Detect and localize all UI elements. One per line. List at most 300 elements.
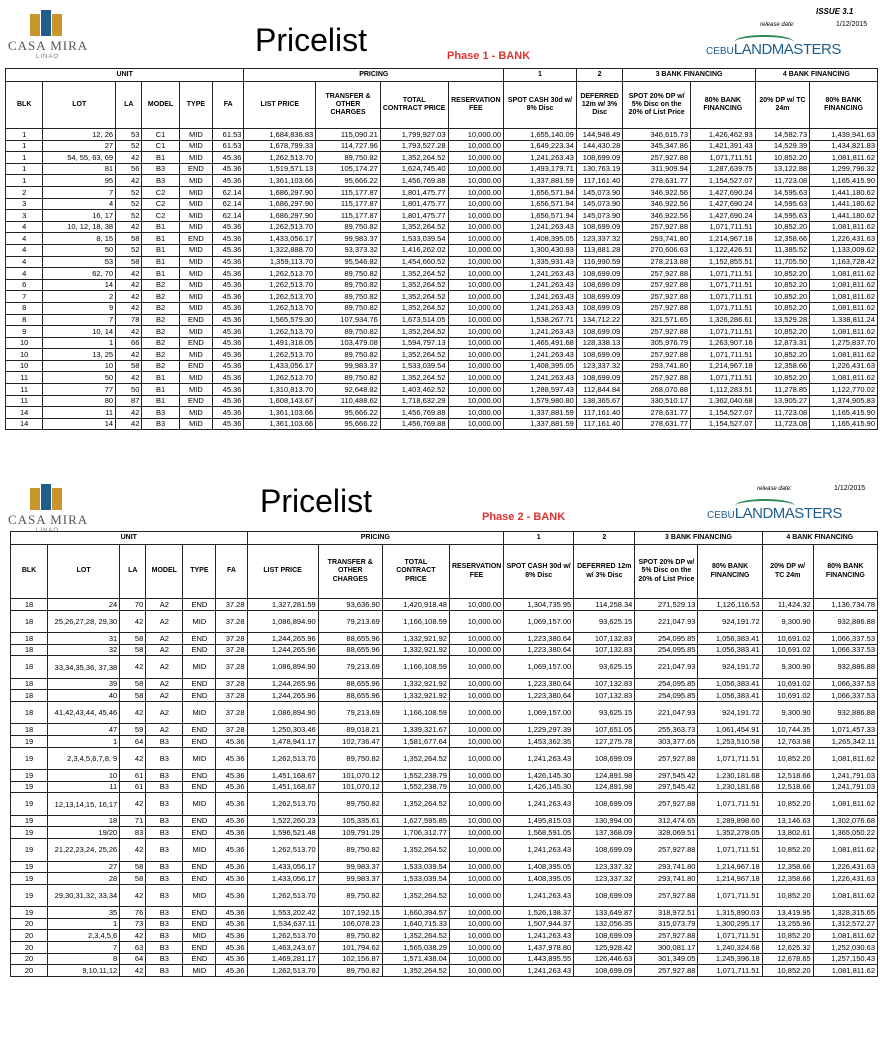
table-cell: 61 xyxy=(120,781,146,793)
group-header: 1 xyxy=(504,69,577,82)
table-cell: MID xyxy=(183,610,216,633)
table-cell: 1,262,513.70 xyxy=(244,372,316,384)
table-cell: 107,132.83 xyxy=(574,690,635,702)
table-cell: 1,071,711.51 xyxy=(698,839,762,862)
table-cell: 45.36 xyxy=(213,302,244,314)
table-cell: 1,241,263.43 xyxy=(504,268,577,280)
table-cell: 11,385.52 xyxy=(755,244,810,256)
group-header: 3 BANK FINANCING xyxy=(635,532,762,545)
table-cell: 311,909.94 xyxy=(623,163,691,175)
table-cell: 45.36 xyxy=(216,930,247,942)
table-row xyxy=(11,793,878,816)
table-cell: 1,463,243.67 xyxy=(247,942,318,954)
table-cell: 1,519,571.13 xyxy=(244,163,316,175)
table-cell: 10,000.00 xyxy=(449,965,503,977)
table-cell: 81 xyxy=(43,163,116,175)
table-cell: 1,426,462.93 xyxy=(691,129,756,141)
table-cell: 1,071,711.51 xyxy=(698,930,762,942)
table-cell: 1,352,264.52 xyxy=(382,839,449,862)
group-header: 4 BANK FINANCING xyxy=(755,69,877,82)
table-cell: 42 xyxy=(116,291,142,303)
table-cell: 1,262,513.70 xyxy=(247,747,318,770)
table-cell: 123,337.32 xyxy=(576,360,622,372)
table-cell: 1,071,711.51 xyxy=(691,349,756,361)
table-cell: 108,699.09 xyxy=(576,349,622,361)
table-cell: 19 xyxy=(11,770,48,782)
table-cell: 1,071,711.51 xyxy=(698,747,762,770)
table-cell: 1,289,898.60 xyxy=(698,815,762,827)
table-cell: 145,073.90 xyxy=(576,186,622,198)
table-cell: 101,070.12 xyxy=(318,781,382,793)
table-cell: 11,705.50 xyxy=(755,256,810,268)
table-cell: 1 xyxy=(6,129,43,141)
table-cell: 1,262,513.70 xyxy=(247,884,318,907)
table-cell: 1,081,811.62 xyxy=(810,372,878,384)
pricelist-table xyxy=(5,68,878,430)
table-cell: 330,510.17 xyxy=(623,395,691,407)
column-header: TRANSFER & OTHER CHARGES xyxy=(318,545,382,599)
table-cell: 257,927.88 xyxy=(623,152,691,164)
table-cell: 14,595.63 xyxy=(755,198,810,210)
table-cell: 257,927.88 xyxy=(623,268,691,280)
table-cell: END xyxy=(183,781,216,793)
table-cell: 73 xyxy=(120,918,146,930)
table-cell: 1,416,262.02 xyxy=(380,244,448,256)
table-cell: 32 xyxy=(48,644,120,656)
casa-mira-logo-icon xyxy=(26,8,62,36)
table-cell: 37.28 xyxy=(216,701,247,724)
column-header: 80% BANK FINANCING xyxy=(698,545,762,599)
table-cell: 108,699.09 xyxy=(574,965,635,977)
table-cell: B3 xyxy=(142,418,179,430)
table-cell: 9,10,11,12 xyxy=(48,965,120,977)
table-cell: 254,095.85 xyxy=(635,690,698,702)
table-row xyxy=(11,839,878,862)
table-cell: 12, 26 xyxy=(43,129,116,141)
table-cell: 257,927.88 xyxy=(635,747,698,770)
table-cell: 42 xyxy=(120,965,146,977)
table-cell: 1,287,639.75 xyxy=(691,163,756,175)
table-cell: 114,258.34 xyxy=(574,599,635,611)
pricelist-phase-2 xyxy=(0,478,883,1049)
table-cell: 52 xyxy=(116,198,142,210)
table-cell: 58 xyxy=(116,233,142,245)
table-cell: 89,750.82 xyxy=(316,268,381,280)
table-cell: 1,310,813.70 xyxy=(244,384,316,396)
table-cell: 37.28 xyxy=(216,599,247,611)
table-cell: 10,000.00 xyxy=(448,360,504,372)
table-cell: 58 xyxy=(120,690,146,702)
table-cell: 1,112,283.51 xyxy=(691,384,756,396)
table-cell: 45.36 xyxy=(213,291,244,303)
table-cell: 1,581,677.64 xyxy=(382,736,449,748)
table-cell: 257,927.88 xyxy=(623,291,691,303)
table-cell: B3 xyxy=(146,918,183,930)
table-cell: 1,265,342.11 xyxy=(813,736,877,748)
table-cell: 1,571,438.04 xyxy=(382,953,449,965)
table-cell: 1,262,513.70 xyxy=(247,965,318,977)
table-cell: 297,545.42 xyxy=(635,770,698,782)
table-cell: 1,579,980.80 xyxy=(504,395,577,407)
table-cell: 1,533,039.54 xyxy=(380,233,448,245)
table-cell: B3 xyxy=(146,839,183,862)
table-cell: 1,086,894.90 xyxy=(247,701,318,724)
table-cell: 89,750.82 xyxy=(318,884,382,907)
table-cell: 11 xyxy=(6,372,43,384)
table-cell: 7 xyxy=(6,291,43,303)
table-cell: B3 xyxy=(146,770,183,782)
column-header: TYPE xyxy=(183,545,216,599)
table-row xyxy=(6,418,878,430)
table-cell: 1,136,734.78 xyxy=(813,599,877,611)
table-cell: 1,332,921.92 xyxy=(382,690,449,702)
logo-subtext: LINAO xyxy=(36,54,60,60)
table-row xyxy=(6,186,878,198)
table-cell: 10 xyxy=(6,337,43,349)
table-cell: 10,000.00 xyxy=(448,337,504,349)
table-cell: 12,358.66 xyxy=(755,233,810,245)
table-row xyxy=(6,372,878,384)
table-cell: 1,226,431.63 xyxy=(810,233,878,245)
column-header: 80% BANK FINANCING xyxy=(810,82,878,129)
table-cell: 130,994.00 xyxy=(574,815,635,827)
table-cell: 10,852.20 xyxy=(762,884,813,907)
column-header: LIST PRICE xyxy=(247,545,318,599)
table-cell: 45.36 xyxy=(213,395,244,407)
table-cell: 3 xyxy=(6,210,43,222)
table-cell: 1,241,791.03 xyxy=(813,781,877,793)
table-cell: 1,441,180.62 xyxy=(810,198,878,210)
table-cell: C2 xyxy=(142,198,179,210)
table-cell: 108,699.09 xyxy=(574,930,635,942)
table-cell: 10,000.00 xyxy=(448,140,504,152)
table-cell: 45.36 xyxy=(213,163,244,175)
table-cell: MID xyxy=(183,656,216,679)
table-cell: 79,213.69 xyxy=(318,701,382,724)
column-header: RESERVATION FEE xyxy=(448,82,504,129)
table-cell: 88,655.96 xyxy=(318,633,382,645)
table-cell: 10,000.00 xyxy=(449,736,503,748)
table-cell: 1,081,811.62 xyxy=(813,884,877,907)
table-cell: 45.36 xyxy=(216,770,247,782)
table-cell: 10,691.02 xyxy=(762,678,813,690)
column-header: LA xyxy=(120,545,146,599)
table-cell: 1,244,265.96 xyxy=(247,644,318,656)
table-cell: 1,627,595.85 xyxy=(382,815,449,827)
group-header: PRICING xyxy=(244,69,504,82)
table-cell: 10,852.20 xyxy=(755,302,810,314)
table-cell: 300,081.17 xyxy=(635,942,698,954)
table-cell: 254,095.85 xyxy=(635,678,698,690)
table-cell: B3 xyxy=(146,793,183,816)
table-cell: 109,791.29 xyxy=(318,827,382,839)
table-row xyxy=(11,678,878,690)
table-cell: 79,213.69 xyxy=(318,656,382,679)
table-cell: 10,000.00 xyxy=(448,268,504,280)
table-cell: B1 xyxy=(142,233,179,245)
table-cell: 53 xyxy=(116,129,142,141)
table-cell: MID xyxy=(183,839,216,862)
table-cell: 10,000.00 xyxy=(449,953,503,965)
table-row xyxy=(11,747,878,770)
table-cell: 1,594,797.13 xyxy=(380,337,448,349)
table-cell: 18 xyxy=(11,644,48,656)
table-cell: B3 xyxy=(142,175,179,187)
table-cell: 10,000.00 xyxy=(449,907,503,919)
page-title: Pricelist xyxy=(255,22,368,58)
table-cell: 25,26,27,28, 29,30 xyxy=(48,610,120,633)
table-cell: 1,262,513.70 xyxy=(244,349,316,361)
table-cell: MID xyxy=(183,701,216,724)
table-cell: 1,066,337.53 xyxy=(813,678,877,690)
table-cell: 107,651.05 xyxy=(574,724,635,736)
table-cell: 19 xyxy=(11,815,48,827)
table-row xyxy=(6,314,878,326)
table-cell: END xyxy=(183,942,216,954)
table-cell: 10,000.00 xyxy=(449,747,503,770)
table-cell: 83 xyxy=(120,827,146,839)
table-cell: 1,433,056.17 xyxy=(247,861,318,873)
table-cell: 11 xyxy=(48,781,120,793)
table-cell: MID xyxy=(179,198,212,210)
table-cell: 1,223,380.64 xyxy=(504,690,574,702)
table-cell: 14,529.39 xyxy=(755,140,810,152)
table-cell: 1,427,690.24 xyxy=(691,186,756,198)
table-cell: 1,081,811.62 xyxy=(810,279,878,291)
table-cell: 1,684,836.83 xyxy=(244,129,316,141)
table-cell: 1,656,571.94 xyxy=(504,210,577,222)
table-cell: 268,070.88 xyxy=(623,384,691,396)
table-cell: 1,374,905.83 xyxy=(810,395,878,407)
table-cell: 45.36 xyxy=(213,175,244,187)
table-cell: 10,000.00 xyxy=(448,129,504,141)
table-cell: 1,660,394.57 xyxy=(382,907,449,919)
table-cell: END xyxy=(183,736,216,748)
table-cell: 37.28 xyxy=(216,724,247,736)
group-header: 3 BANK FINANCING xyxy=(623,69,755,82)
table-row xyxy=(6,302,878,314)
table-cell: 1,403,462.52 xyxy=(380,384,448,396)
table-cell: 93,373.32 xyxy=(316,244,381,256)
table-cell: 45.36 xyxy=(216,861,247,873)
table-cell: 1,165,415.90 xyxy=(810,175,878,187)
table-cell: 10,000.00 xyxy=(448,291,504,303)
table-cell: 127,275.78 xyxy=(574,736,635,748)
table-cell: 11,424.32 xyxy=(762,599,813,611)
table-cell: A2 xyxy=(146,678,183,690)
table-cell: 19 xyxy=(11,884,48,907)
table-cell: 47 xyxy=(48,724,120,736)
table-cell: 42 xyxy=(116,372,142,384)
table-cell: 1,223,380.64 xyxy=(504,644,574,656)
table-row xyxy=(11,656,878,679)
table-cell: 1,352,264.52 xyxy=(380,152,448,164)
table-cell: 62.14 xyxy=(213,186,244,198)
table-cell: 37.28 xyxy=(216,678,247,690)
table-cell: 1,302,076.68 xyxy=(813,815,877,827)
table-cell: A2 xyxy=(146,701,183,724)
table-cell: 1,262,513.70 xyxy=(247,793,318,816)
table-cell: 41,42,43,44, 45,46 xyxy=(48,701,120,724)
table-cell: 1,361,103.66 xyxy=(244,175,316,187)
table-cell: 29,30,31,32, 33,34 xyxy=(48,884,120,907)
table-cell: 1,469,281.17 xyxy=(247,953,318,965)
table-cell: END xyxy=(179,337,212,349)
table-cell: 116,990.59 xyxy=(576,256,622,268)
table-cell: 1,478,941.17 xyxy=(247,736,318,748)
table-cell: 89,750.82 xyxy=(316,326,381,338)
table-cell: 89,018.21 xyxy=(318,724,382,736)
table-cell: 1,262,513.70 xyxy=(244,279,316,291)
table-cell: 1,071,711.51 xyxy=(691,372,756,384)
table-cell: 1,533,039.54 xyxy=(380,360,448,372)
page-title: Pricelist xyxy=(260,483,373,519)
table-cell: 19 xyxy=(11,747,48,770)
table-row xyxy=(11,633,878,645)
table-cell: 1,456,769.88 xyxy=(380,175,448,187)
table-cell: MID xyxy=(179,210,212,222)
cebu-landmasters-logo: CEBULANDMASTERS xyxy=(706,41,841,58)
table-cell: END xyxy=(183,873,216,885)
table-cell: 10,000.00 xyxy=(448,210,504,222)
table-cell: 61.53 xyxy=(213,140,244,152)
table-cell: 45.36 xyxy=(213,384,244,396)
table-cell: 145,073.90 xyxy=(576,198,622,210)
table-cell: 1,166,108.59 xyxy=(382,656,449,679)
table-cell: 1,678,799.33 xyxy=(244,140,316,152)
table-cell: 1,801,475.77 xyxy=(380,210,448,222)
table-row xyxy=(11,815,878,827)
table-cell: 19 xyxy=(11,736,48,748)
column-header: SPOT 20% DP w/ 5% Disc on the 20% of List Price xyxy=(635,545,698,599)
table-cell: 95,666.22 xyxy=(316,418,381,430)
table-cell: MID xyxy=(179,221,212,233)
table-cell: 255,363.73 xyxy=(635,724,698,736)
table-cell: 1,241,263.43 xyxy=(504,349,577,361)
table-cell: 10,000.00 xyxy=(448,163,504,175)
table-cell: 52 xyxy=(116,140,142,152)
table-cell: 1,493,179.71 xyxy=(504,163,577,175)
table-cell: 10,000.00 xyxy=(449,656,503,679)
table-cell: 1,244,265.96 xyxy=(247,678,318,690)
table-cell: 1,081,811.62 xyxy=(810,152,878,164)
table-cell: 1,071,711.51 xyxy=(691,221,756,233)
table-cell: 89,750.82 xyxy=(316,152,381,164)
table-cell: 45.36 xyxy=(213,268,244,280)
table-cell: 105,335.61 xyxy=(318,815,382,827)
table-cell: 1,441,180.62 xyxy=(810,186,878,198)
table-cell: 39 xyxy=(48,678,120,690)
table-cell: 12,678.65 xyxy=(762,953,813,965)
group-header: 2 xyxy=(574,532,635,545)
casa-mira-logo xyxy=(8,482,90,537)
column-header: BLK xyxy=(11,545,48,599)
table-row xyxy=(11,724,878,736)
table-cell: 9,300.90 xyxy=(762,656,813,679)
column-header: BLK xyxy=(6,82,43,129)
table-cell: END xyxy=(183,815,216,827)
table-cell: 1,451,168.67 xyxy=(247,770,318,782)
table-cell: 345,347.86 xyxy=(623,140,691,152)
table-cell: 134,712.22 xyxy=(576,314,622,326)
table-cell: 1,066,337.53 xyxy=(813,633,877,645)
table-cell: 1,454,660.52 xyxy=(380,256,448,268)
table-cell: 115,177.87 xyxy=(316,210,381,222)
table-cell: 1 xyxy=(6,152,43,164)
table-cell: MID xyxy=(179,256,212,268)
table-cell: 1,332,921.92 xyxy=(382,644,449,656)
table-cell: 45.36 xyxy=(213,407,244,419)
table-cell: 107,132.83 xyxy=(574,633,635,645)
table-cell: 53 xyxy=(43,256,116,268)
table-cell: 10,000.00 xyxy=(448,198,504,210)
table-cell: MID xyxy=(179,129,212,141)
table-cell: B3 xyxy=(146,736,183,748)
table-cell: 45.36 xyxy=(213,418,244,430)
table-cell: END xyxy=(183,918,216,930)
table-cell: 1,491,318.05 xyxy=(244,337,316,349)
table-cell: 1,538,267.71 xyxy=(504,314,577,326)
table-cell: 18 xyxy=(11,678,48,690)
table-cell: 42 xyxy=(120,610,146,633)
table-cell: 1,056,383.41 xyxy=(698,678,762,690)
table-cell: 1,250,303.46 xyxy=(247,724,318,736)
table-cell: 1,522,260.23 xyxy=(247,815,318,827)
table-cell: 45.36 xyxy=(213,279,244,291)
table-cell: 1,241,263.43 xyxy=(504,930,574,942)
table-cell: 10 xyxy=(43,360,116,372)
table-cell: 145,073.90 xyxy=(576,210,622,222)
release-date-value: 1/12/2015 xyxy=(834,485,866,492)
table-cell: B3 xyxy=(142,163,179,175)
table-cell: 1,352,264.52 xyxy=(380,279,448,291)
table-cell: 4 xyxy=(6,221,43,233)
table-cell: 112,844.84 xyxy=(576,384,622,396)
column-header: SPOT CASH 30d w/ 8% Disc xyxy=(504,82,577,129)
table-cell: 37.28 xyxy=(216,644,247,656)
group-header: UNIT xyxy=(6,69,244,82)
table-cell: 1,126,116.53 xyxy=(698,599,762,611)
table-cell: 108,699.09 xyxy=(574,839,635,862)
table-cell: 50 xyxy=(43,244,116,256)
table-row xyxy=(11,781,878,793)
table-cell: 1,288,597.43 xyxy=(504,384,577,396)
table-cell: 1,706,312.77 xyxy=(382,827,449,839)
table-cell: 1,315,890.03 xyxy=(698,907,762,919)
table-cell: 52 xyxy=(116,186,142,198)
table-cell: 1,352,264.52 xyxy=(380,349,448,361)
table-cell: 117,161.40 xyxy=(576,407,622,419)
table-cell: 19 xyxy=(11,873,48,885)
table-cell: 1,081,811.62 xyxy=(810,291,878,303)
table-cell: MID xyxy=(179,186,212,198)
table-cell: 1,122,770.02 xyxy=(810,384,878,396)
table-cell: 270,606.63 xyxy=(623,244,691,256)
table-cell: 10,852.20 xyxy=(762,839,813,862)
table-cell: 14,595.63 xyxy=(755,210,810,222)
table-cell: 346,922.56 xyxy=(623,186,691,198)
table-cell: 1,451,168.67 xyxy=(247,781,318,793)
table-cell: 1,686,297.90 xyxy=(244,198,316,210)
table-cell: 64 xyxy=(120,736,146,748)
table-row xyxy=(11,610,878,633)
table-cell: 1,300,295.17 xyxy=(698,918,762,930)
table-cell: 52 xyxy=(116,210,142,222)
table-cell: 64 xyxy=(120,953,146,965)
table-cell: 278,213.88 xyxy=(623,256,691,268)
table-cell: 10,000.00 xyxy=(448,244,504,256)
table-cell: 88,655.96 xyxy=(318,690,382,702)
